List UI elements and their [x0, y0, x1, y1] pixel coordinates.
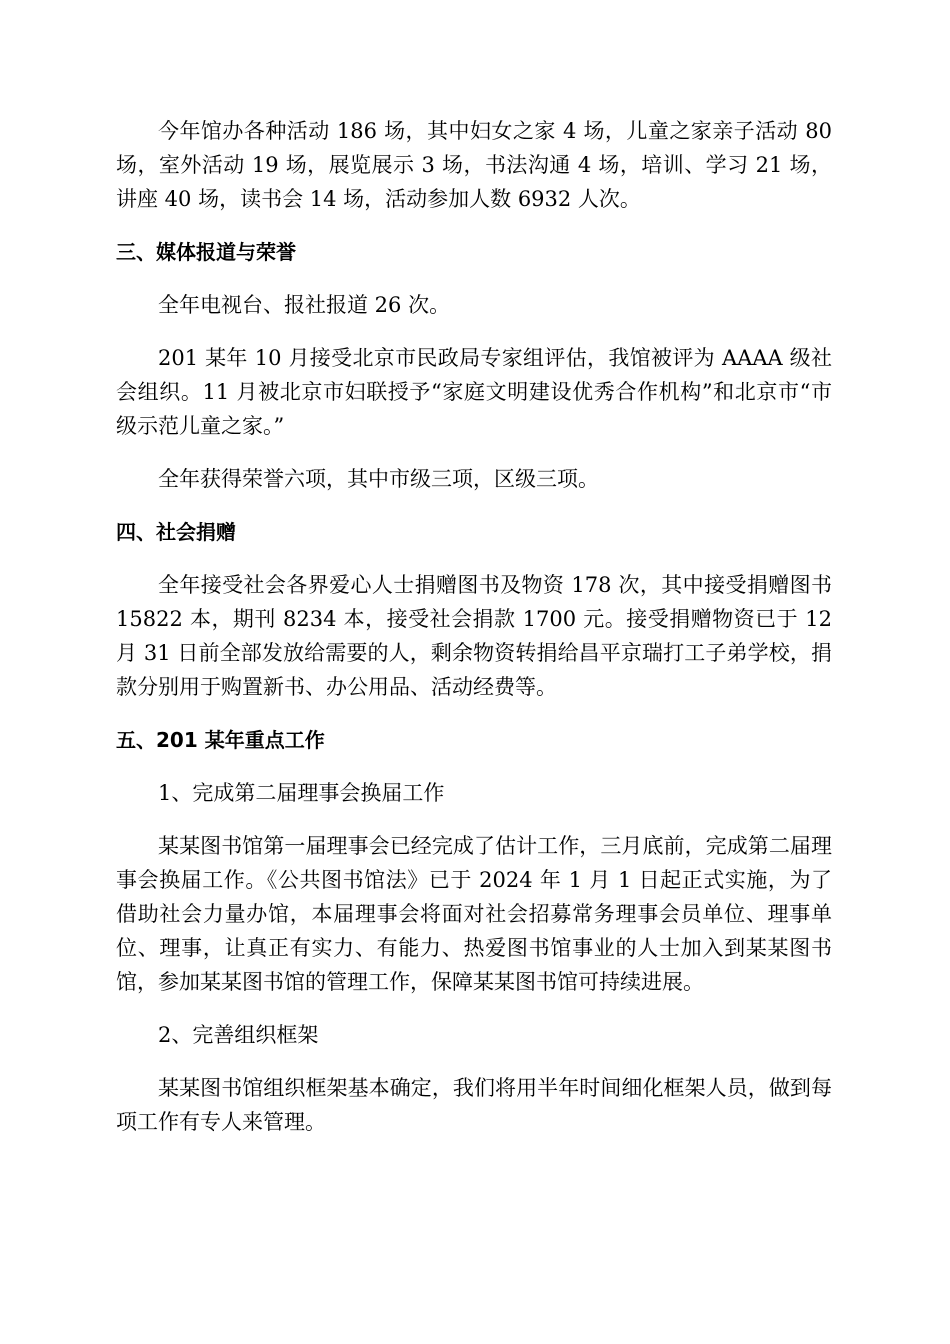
paragraph-item2-body: 某某图书馆组织框架基本确定，我们将用半年时间细化框架人员，做到每项工作有专人来管理。 — [116, 1076, 832, 1134]
paragraph-item1-title: 1、完成第二届理事会换届工作 — [158, 781, 445, 805]
paragraph-donation: 全年接受社会各界爱心人士捐赠图书及物资 178 次，其中接受捐赠图书 15822 本，期刊 8234 本，接受社会捐款 1700 元。接受捐赠物资已于 12 月 31 日前全部发放给需要的人，剩余物资转捐给昌平京瑞打工子弟学校，捐款分别用于购置新书、办公用品、活动经费等。 — [116, 573, 832, 699]
heading-media-honors: 三、媒体报道与荣誉 — [116, 240, 296, 264]
paragraph-item1-body: 某某图书馆第一届理事会已经完成了估计工作，三月底前，完成第二届理事会换届工作。《公共图书馆法》已于 2024 年 1 月 1 日起正式实施，为了借助社会力量办馆，本届理事会将面对社会招募常务理事会员单位、理事单位、理事，让真正有实力、有能力、热爱图书馆事业的人士加入到某某图书馆，参加某某图书馆的管理工作，保障某某图书馆可持续进展。 — [116, 834, 832, 994]
paragraph-activities: 今年馆办各种活动 186 场，其中妇女之家 4 场，儿童之家亲子活动 80 场，室外活动 19 场，展览展示 3 场，书法沟通 4 场，培训、学习 21 场，讲座 40 场，读书会 14 场，活动参加人数 6932 人次。 — [116, 119, 832, 211]
paragraph-media-evaluation: 201 某年 10 月接受北京市民政局专家组评估，我馆被评为 AAAA 级社会组织。11 月被北京市妇联授予“家庭文明建设优秀合作机构”和北京市“市级示范儿童之家。” — [116, 346, 832, 438]
document-body — [116, 114, 832, 1139]
heading-key-work: 五、201 某年重点工作 — [116, 728, 325, 752]
paragraph-media-reports: 全年电视台、报社报道 26 次。 — [158, 293, 451, 317]
paragraph-item2-title: 2、完善组织框架 — [158, 1023, 319, 1047]
paragraph-media-honors: 全年获得荣誉六项，其中市级三项，区级三项。 — [158, 467, 599, 491]
heading-social-donation: 四、社会捐赠 — [116, 520, 236, 544]
